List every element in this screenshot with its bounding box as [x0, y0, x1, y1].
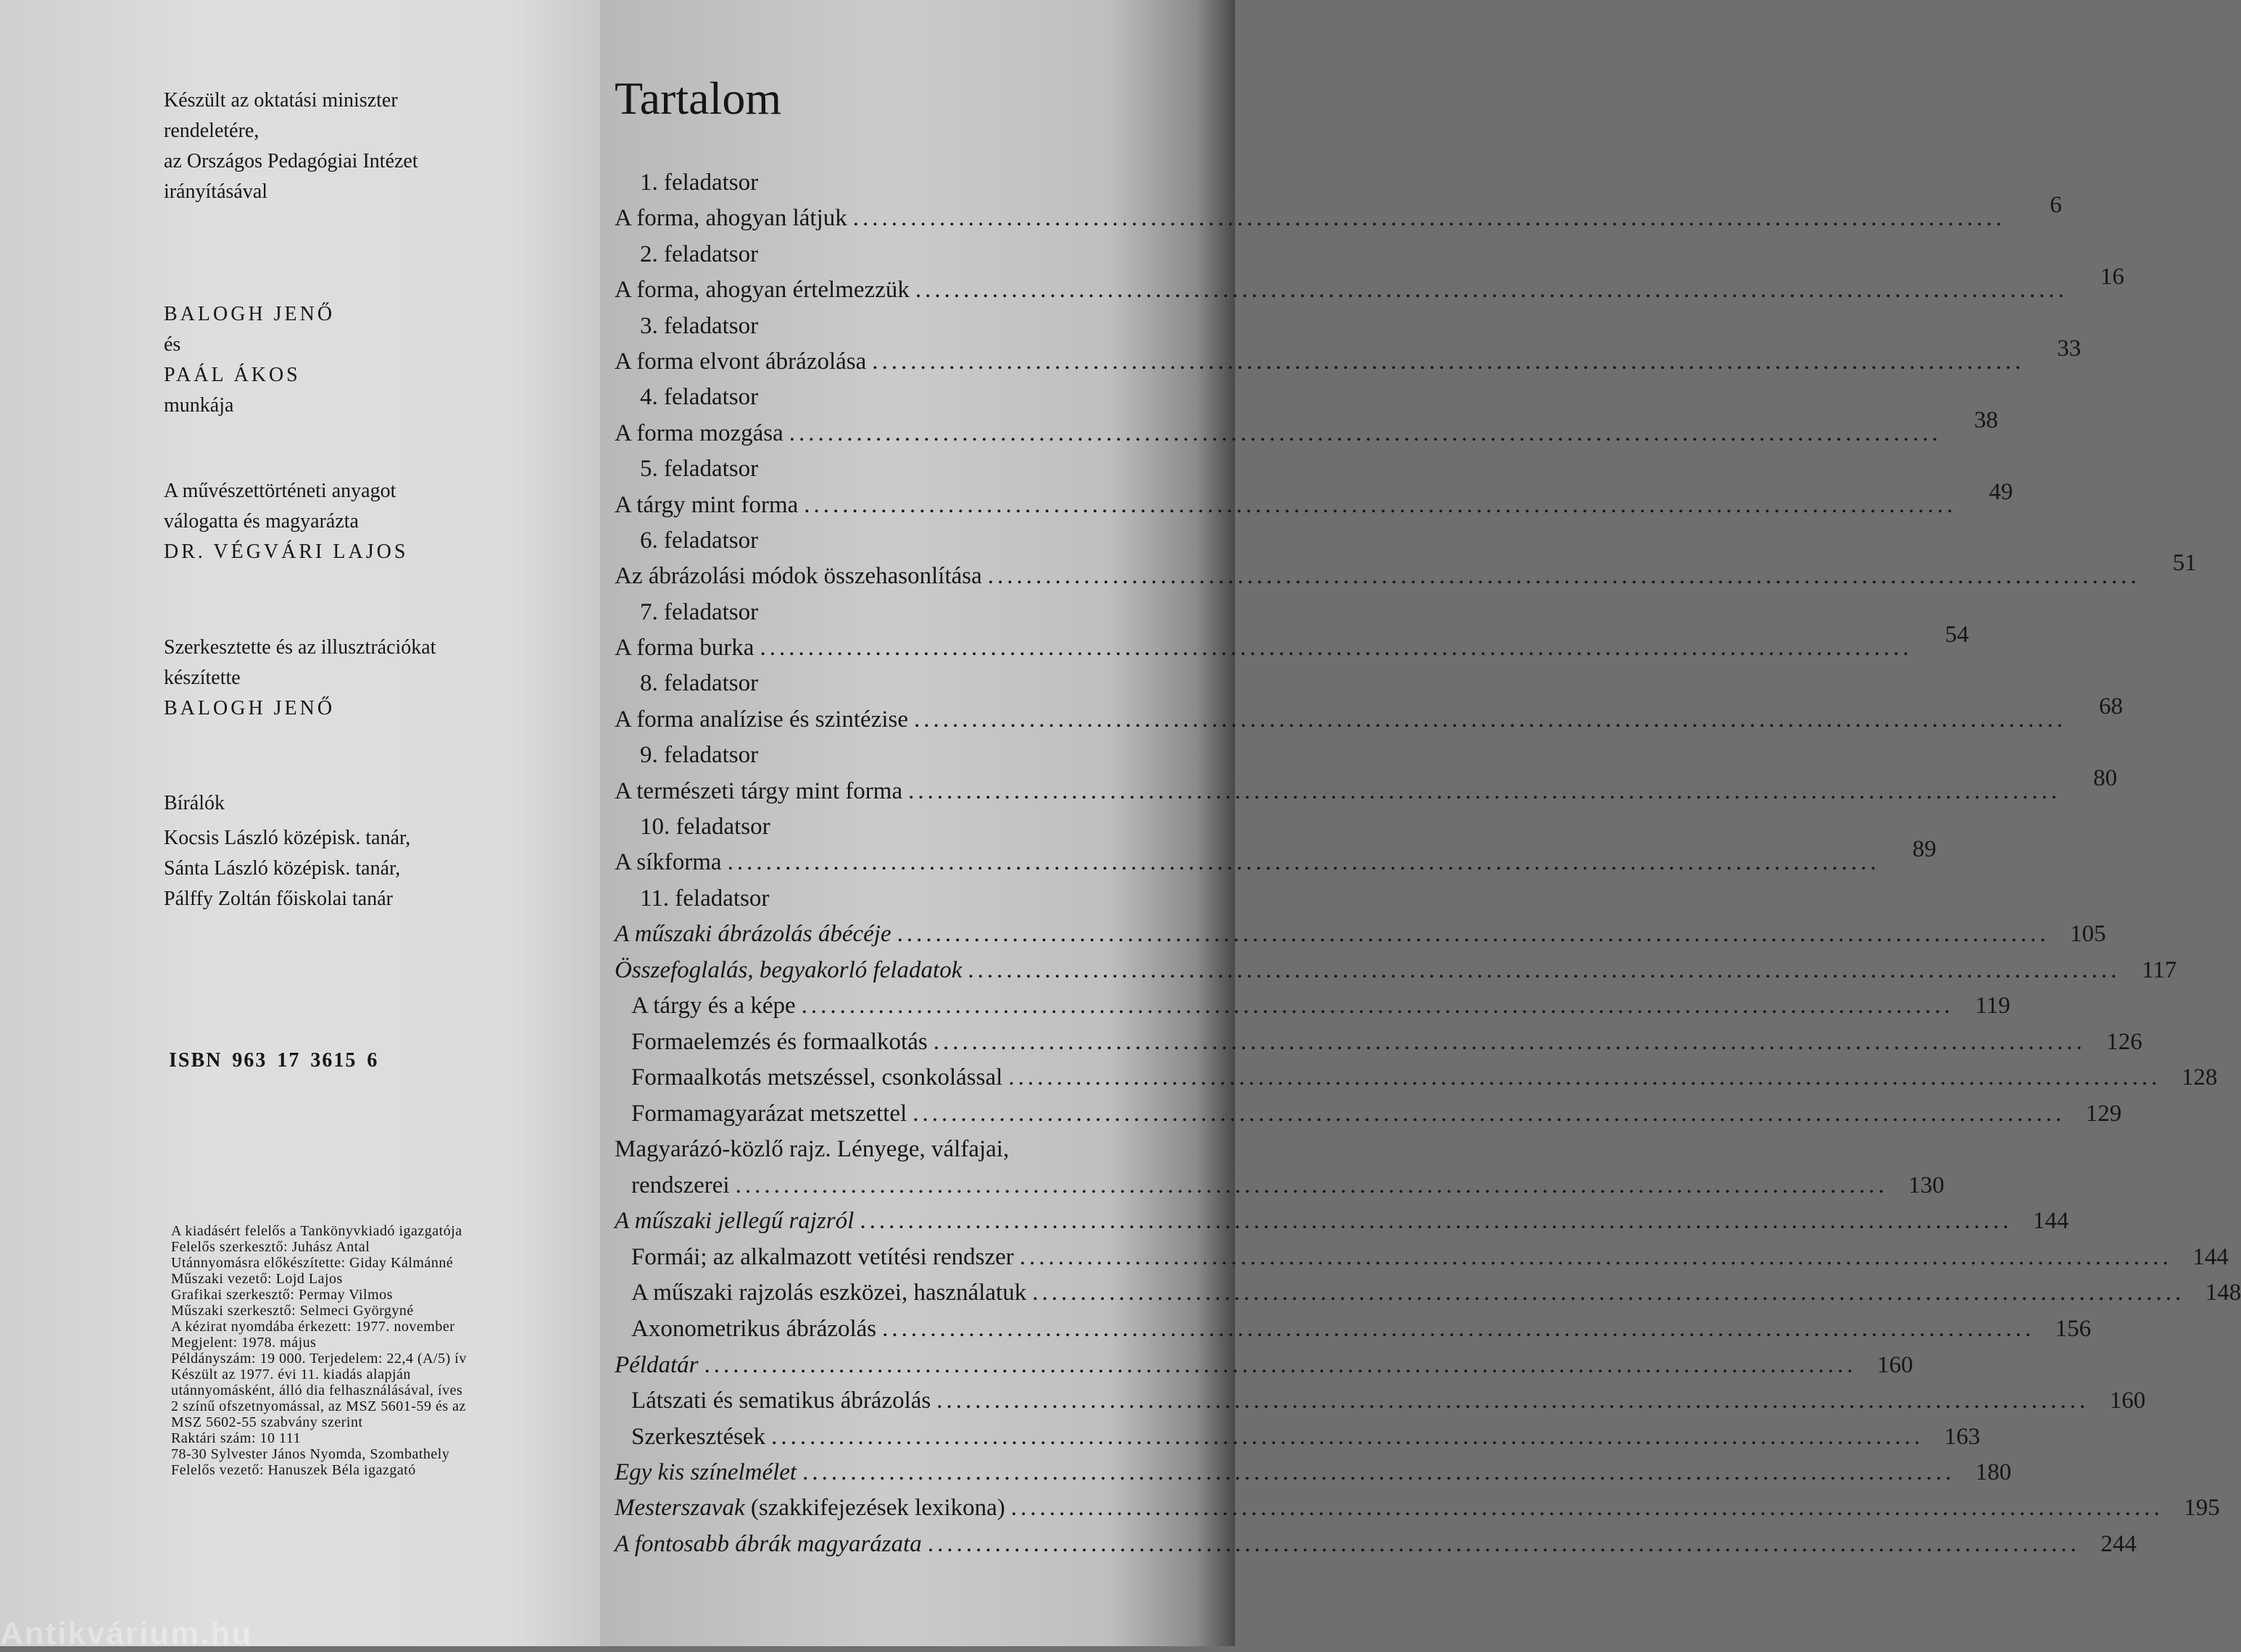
- isbn-part: 963: [232, 1049, 267, 1072]
- imprint-line: Felelős szerkesztő: Juhász Antal: [171, 1239, 370, 1255]
- right-page: [600, 0, 2241, 1646]
- toc-entry-title: Szerkesztések: [631, 1423, 766, 1450]
- toc-entry: [615, 881, 1212, 917]
- commission-line: az Országos Pedagógiai Intézet: [164, 150, 418, 172]
- toc-entry: [615, 917, 2106, 952]
- toc-page-number: 148: [2205, 1280, 2241, 1306]
- toc-page-number: 160: [1876, 1351, 1913, 1378]
- toc-leader-dots: ........................................................................................................................: [914, 706, 2067, 733]
- toc-entry-title: A fontosabb ábrák magyarázata: [615, 1530, 922, 1557]
- isbn-part: 3615: [310, 1049, 357, 1072]
- toc-entry-title: A tárgy mint forma: [615, 491, 799, 518]
- toc-leader-dots: ........................................................................................................................: [727, 849, 1880, 876]
- toc-entry-title: Formái; az alkalmazott vetítési rendszer: [631, 1243, 1014, 1270]
- reviewer-line: Kocsis László középisk. tanár,: [164, 827, 411, 849]
- toc-entry: [615, 478, 2013, 523]
- isbn-part: 6: [367, 1049, 379, 1072]
- toc-leader-dots: ........................................................................................................................: [927, 1530, 2080, 1557]
- toc-leader-dots: ........................................................................................................................: [908, 777, 2061, 804]
- toc-entry: [615, 237, 1212, 272]
- toc-entry-title: Az ábrázolási módok összehasonlítása: [615, 563, 982, 590]
- toc-entry-title: A műszaki jellegű rajzról: [615, 1208, 855, 1235]
- toc-page-number: 144: [2192, 1243, 2229, 1270]
- toc-entry: [615, 1527, 2137, 1562]
- toc-entry: [615, 1455, 2012, 1490]
- toc-entry: [615, 1132, 1212, 1167]
- toc-entry-title: 4. feladatsor: [640, 384, 759, 411]
- toc-leader-dots: ........................................................................................................................: [804, 491, 1957, 518]
- toc-entry-title: 7. feladatsor: [640, 598, 759, 625]
- credit-line: készítette: [164, 667, 241, 689]
- toc-entry: [615, 1490, 2220, 1526]
- toc-entry: [615, 1348, 1913, 1383]
- credit-line: A művészettörténeti anyagot: [164, 480, 396, 502]
- toc-entry-title: Látszati és sematikus ábrázolás: [631, 1387, 931, 1414]
- toc-entry: [615, 953, 2177, 988]
- toc-entry: [615, 738, 1212, 773]
- toc-page-number: 38: [1974, 406, 1998, 433]
- author-name: PAÁL ÁKOS: [164, 364, 301, 386]
- editor-credit: [164, 633, 436, 724]
- toc-entry: [615, 764, 2118, 809]
- toc-page-number: 119: [1975, 992, 2011, 1019]
- toc-entry: [615, 836, 1937, 880]
- toc-entry-title: A forma burka: [615, 635, 754, 662]
- toc-leader-dots: ........................................................................................................................: [860, 1208, 2013, 1235]
- toc-page-number: 51: [2172, 550, 2197, 577]
- toc-page-number: 49: [1989, 478, 2013, 505]
- isbn-label: ISBN: [169, 1049, 223, 1072]
- toc-entry-title: Formaalkotás metszéssel, csonkolással: [631, 1064, 1003, 1091]
- imprint-line: A kiadásért felelős a Tankönyvkiadó igazgatója: [171, 1223, 462, 1239]
- reviewer-line: Pálffy Zoltán főiskolai tanár: [164, 888, 393, 910]
- toc-entry: [615, 406, 1998, 451]
- toc-entry-title: Egy kis színelmélet: [615, 1459, 797, 1486]
- toc-entry-title: A forma, ahogyan látjuk: [615, 205, 847, 232]
- toc-entry-title: Formaelemzés és formaalkotás: [631, 1028, 928, 1055]
- toc-entry: [615, 451, 1212, 487]
- toc-title: Tartalom: [615, 72, 782, 124]
- toc-leader-dots: ........................................................................................................................: [968, 956, 2121, 983]
- toc-entry: [615, 1060, 2218, 1096]
- toc-entry: [615, 1419, 1981, 1456]
- toc-entry-title-rest: (szakkifejezések lexikona): [744, 1495, 1005, 1522]
- toc-entry-title: A műszaki ábrázolás ábécéje: [615, 921, 891, 948]
- toc-entry-title: 6. feladatsor: [640, 527, 759, 554]
- toc-entry-title: 11. feladatsor: [640, 885, 770, 911]
- toc-entry-title: 9. feladatsor: [640, 742, 759, 769]
- commission-line: Készült az oktatási miniszter: [164, 89, 398, 112]
- toc-leader-dots: ........................................................................................................................: [1032, 1280, 2185, 1306]
- authors-block: [164, 299, 335, 421]
- toc-page-number: 144: [2032, 1208, 2069, 1235]
- toc-page-number: 163: [1944, 1423, 1981, 1450]
- toc-leader-dots: ........................................................................................................................: [760, 635, 1913, 662]
- toc-page-number: 80: [2093, 764, 2118, 791]
- toc-entry-title: 5. feladatsor: [640, 456, 759, 483]
- toc-entry-title: Példatár: [615, 1351, 699, 1378]
- toc-page-number: 195: [2184, 1495, 2220, 1522]
- toc-leader-dots: ........................................................................................................................: [872, 348, 2025, 375]
- toc-entry: [615, 1096, 2122, 1132]
- imprint-line: Megjelent: 1978. május: [171, 1335, 317, 1351]
- art-history-credit: [164, 476, 408, 567]
- toc-entry-title: Formamagyarázat metszettel: [631, 1100, 907, 1127]
- toc-entry: [615, 809, 1212, 845]
- imprint-line: Műszaki szerkesztő: Selmeci Györgyné: [171, 1303, 414, 1319]
- toc-entry-title: A síkforma: [615, 849, 722, 876]
- toc-leader-dots: ........................................................................................................................: [915, 277, 2068, 304]
- imprint-line: Raktári szám: 10 111: [171, 1430, 302, 1446]
- imprint-line: Készült az 1977. évi 11. kiadás alapján: [171, 1367, 411, 1382]
- toc-entry-title: Axonometrikus ábrázolás: [631, 1315, 877, 1342]
- toc-entry: [615, 550, 2197, 594]
- imprint-line: Grafikai szerkesztő: Permay Vilmos: [171, 1287, 393, 1303]
- imprint-line: A kézirat nyomdába érkezett: 1977. november: [171, 1319, 455, 1335]
- toc-page-number: 89: [1912, 836, 1937, 863]
- toc-entry: [615, 165, 1212, 201]
- toc-leader-dots: ........................................................................................................................: [1008, 1064, 2161, 1091]
- credit-name: BALOGH JENŐ: [164, 697, 336, 719]
- toc-leader-dots: ........................................................................................................................: [789, 420, 1942, 446]
- toc-entry-title: rendszerei: [631, 1172, 730, 1198]
- toc-page-number: 33: [2057, 335, 2082, 362]
- toc-page-number: 126: [2106, 1028, 2142, 1055]
- toc-page-number: 68: [2099, 693, 2124, 719]
- imprint-line: utánnyomásként, álló dia felhasználásával, íves: [171, 1382, 463, 1398]
- toc-entry: [615, 192, 2062, 236]
- toc-entry: [615, 1203, 2069, 1239]
- imprint-line: MSZ 5602-55 szabvány szerint: [171, 1414, 363, 1430]
- toc-page-number: 130: [1908, 1172, 1945, 1198]
- toc-entry: [615, 1168, 1945, 1204]
- toc-entry-title: A forma, ahogyan értelmezzük: [615, 277, 910, 304]
- toc-entry-title: 8. feladatsor: [640, 670, 759, 697]
- imprint-line: 78-30 Sylvester János Nyomda, Szombathely: [171, 1446, 450, 1462]
- toc-page-number: 129: [2085, 1100, 2122, 1127]
- imprint-line: Példányszám: 19 000. Terjedelem: 22,4 (A/5) ív: [171, 1351, 467, 1367]
- toc-entry: [615, 595, 1212, 630]
- toc-entry: [615, 1275, 2241, 1311]
- toc-page-number: 54: [1945, 622, 1969, 648]
- commission-line: irányításával: [164, 180, 268, 203]
- toc-leader-dots: ........................................................................................................................: [912, 1100, 2066, 1127]
- toc-entry-title: A természeti tárgy mint forma: [615, 777, 903, 804]
- toc-entry: [615, 693, 2124, 738]
- toc-leader-dots: ........................................................................................................................: [936, 1387, 2090, 1414]
- toc-page-number: 16: [2100, 264, 2124, 291]
- toc-entry: [615, 523, 1212, 559]
- imprint-block: [171, 1223, 467, 1478]
- toc-leader-dots: ........................................................................................................................: [882, 1315, 2035, 1342]
- toc-leader-dots: ........................................................................................................................: [802, 1459, 1955, 1486]
- toc-entry-title: 3. feladatsor: [640, 312, 759, 339]
- toc-entry-title: 1. feladatsor: [640, 170, 759, 196]
- toc-leader-dots: ........................................................................................................................: [771, 1423, 1924, 1450]
- toc-leader-dots: ........................................................................................................................: [897, 921, 2050, 948]
- toc-leader-dots: ........................................................................................................................: [704, 1351, 1857, 1378]
- commission-note: [164, 85, 418, 207]
- imprint-line: 2 színű ofszetnyomással, az MSZ 5601-59 és az: [171, 1398, 466, 1414]
- toc-entry-title: [615, 1490, 1005, 1526]
- toc-page-number: 160: [2109, 1387, 2146, 1414]
- toc-page-number: 244: [2100, 1530, 2137, 1557]
- toc-entry: [615, 309, 1212, 344]
- toc-entry-title: A forma mozgása: [615, 420, 783, 446]
- toc-entry-title: Összefoglalás, begyakorló feladatok: [615, 956, 962, 983]
- toc-entry-title: A forma elvont ábrázolása: [615, 348, 867, 375]
- toc-entry: [615, 666, 1212, 701]
- reviewers-heading: Bírálók: [164, 792, 225, 814]
- toc-entry: [615, 1240, 2229, 1276]
- toc-entry: [615, 1025, 2142, 1061]
- toc-leader-dots: ........................................................................................................................: [1019, 1243, 2172, 1270]
- toc-entry: [615, 1383, 2146, 1419]
- toc-page-number: 180: [1975, 1459, 2012, 1486]
- toc-page-number: 156: [2055, 1315, 2092, 1342]
- toc-leader-dots: ........................................................................................................................: [852, 205, 2005, 232]
- toc-leader-dots: ........................................................................................................................: [1010, 1495, 2163, 1522]
- imprint-line: Utánnyomásra előkészítette: Giday Kálmánné: [171, 1255, 454, 1271]
- credit-name: DR. VÉGVÁRI LAJOS: [164, 541, 409, 563]
- toc-page-number: 105: [2070, 921, 2106, 948]
- toc-leader-dots: ........................................................................................................................: [987, 563, 2140, 590]
- toc-page-number: 6: [2050, 192, 2062, 219]
- credit-line: válogatta és magyarázta: [164, 510, 359, 533]
- toc-entry-title: A forma analízise és szintézise: [615, 706, 909, 733]
- isbn-number: [169, 1049, 388, 1072]
- credit-line: Szerkesztette és az illusztrációkat: [164, 636, 436, 659]
- reviewers-block: [164, 788, 410, 914]
- toc-entry-title-italic: Mesterszavak: [615, 1495, 745, 1522]
- toc-page-number: 117: [2142, 956, 2177, 983]
- toc-entry-title: Magyarázó-közlő rajz. Lényege, válfajai,: [615, 1136, 1010, 1163]
- left-page: [0, 0, 600, 1651]
- toc-entry: [615, 1311, 2092, 1348]
- toc-leader-dots: ........................................................................................................................: [933, 1028, 2086, 1055]
- toc-entry-title: A tárgy és a képe: [631, 992, 796, 1019]
- toc-entry-title: 2. feladatsor: [640, 241, 759, 267]
- toc-entry: [615, 335, 2082, 380]
- watermark: Antikvárium.hu: [0, 1616, 253, 1651]
- author-name: BALOGH JENŐ: [164, 303, 336, 325]
- isbn-part: 17: [277, 1049, 301, 1072]
- toc-entry-title: 10. feladatsor: [640, 814, 770, 840]
- toc-entry: [615, 622, 1969, 666]
- commission-line: rendeletére,: [164, 120, 259, 142]
- toc-entry: [615, 264, 2124, 308]
- toc-entry: [615, 380, 1212, 415]
- toc-leader-dots: ........................................................................................................................: [735, 1172, 1888, 1198]
- author-conjunction: és: [164, 333, 181, 356]
- authors-work-label: munkája: [164, 394, 234, 417]
- imprint-line: Műszaki vezető: Lojd Lajos: [171, 1271, 343, 1287]
- reviewer-line: Sánta László középisk. tanár,: [164, 857, 401, 880]
- table-of-contents: [615, 165, 2241, 1562]
- toc-entry-title: A műszaki rajzolás eszközei, használatuk: [631, 1280, 1027, 1306]
- toc-entry: [615, 988, 2011, 1025]
- toc-page-number: 128: [2181, 1064, 2218, 1091]
- toc-leader-dots: ........................................................................................................................: [801, 992, 1954, 1019]
- imprint-line: Felelős vezető: Hanuszek Béla igazgató: [171, 1462, 416, 1478]
